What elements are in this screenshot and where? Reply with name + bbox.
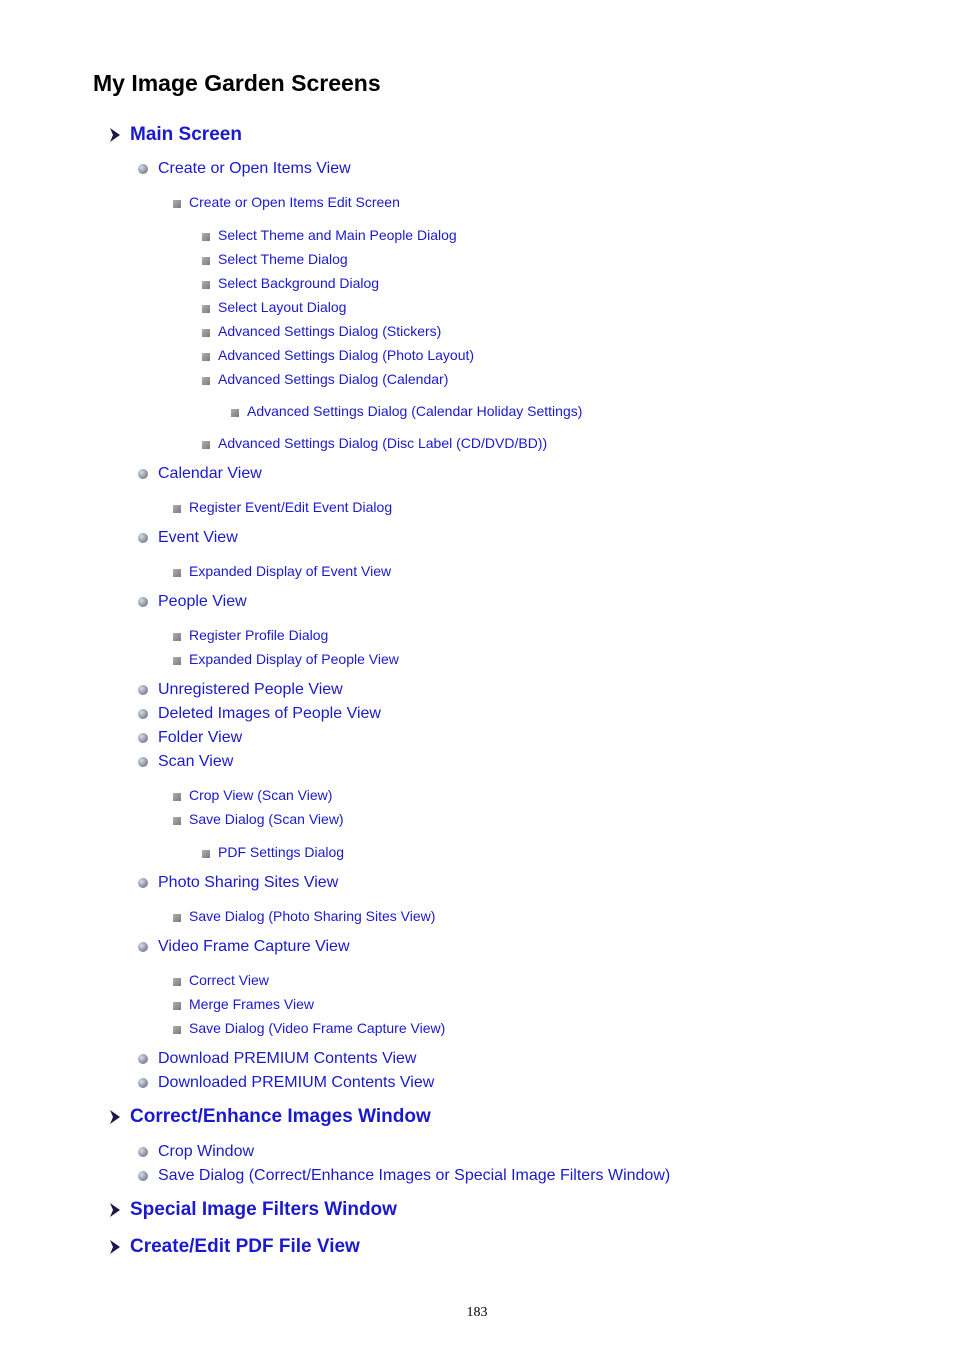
section-link-special-image-filters-window[interactable]: [108, 1199, 397, 1221]
toc-link-label: Photo Sharing Sites View: [158, 874, 339, 891]
toc-link-register-event-dialog[interactable]: [173, 499, 392, 515]
toc-link-label: Save Dialog (Correct/Enhance Images or Special Image Filters Window): [158, 1167, 671, 1184]
toc-link-unregistered-people-view[interactable]: [138, 681, 343, 699]
toc-link-label: Expanded Display of Event View: [189, 563, 392, 579]
toc-link-advanced-settings-disc-label[interactable]: [202, 435, 547, 451]
toc-link-label: Advanced Settings Dialog (Stickers): [218, 323, 442, 339]
toc-link-merge-frames-view[interactable]: [173, 996, 314, 1012]
square-bullet-icon: [202, 377, 210, 385]
toc-link-label: Select Layout Dialog: [218, 299, 347, 315]
square-bullet-icon: [173, 633, 181, 641]
square-bullet-icon: [173, 569, 181, 577]
toc-link-crop-window[interactable]: [138, 1143, 254, 1161]
square-bullet-icon: [202, 353, 210, 361]
toc-link-video-frame-capture-view[interactable]: [138, 938, 350, 956]
square-bullet-icon: [173, 1026, 181, 1034]
toc-link-advanced-settings-stickers[interactable]: [202, 323, 441, 339]
toc-link-label: Save Dialog (Photo Sharing Sites View): [189, 908, 436, 924]
toc-link-label: Select Theme Dialog: [218, 251, 348, 267]
toc-link-scan-view[interactable]: [138, 753, 233, 771]
toc-link-label: Video Frame Capture View: [158, 938, 350, 955]
toc-link-expanded-display-people-view[interactable]: [173, 651, 399, 667]
toc-link-save-dialog-photo-sharing[interactable]: [173, 908, 435, 924]
round-bullet-icon: [138, 709, 148, 719]
toc-link-downloaded-premium-contents[interactable]: [138, 1074, 434, 1092]
section-link-label: Correct/Enhance Images Window: [130, 1106, 431, 1127]
section-link-label: Main Screen: [130, 124, 242, 145]
square-bullet-icon: [202, 281, 210, 289]
toc-link-deleted-images-people-view[interactable]: [138, 705, 381, 723]
chevron-right-icon: [108, 127, 122, 143]
square-bullet-icon: [173, 914, 181, 922]
round-bullet-icon: [138, 1171, 148, 1181]
round-bullet-icon: [138, 533, 148, 543]
section-link-label: Create/Edit PDF File View: [130, 1236, 360, 1257]
section-link-label: Special Image Filters Window: [130, 1199, 397, 1220]
chevron-right-icon: [108, 1239, 122, 1255]
toc-link-register-profile-dialog[interactable]: [173, 627, 328, 643]
toc-link-label: Downloaded PREMIUM Contents View: [158, 1074, 435, 1091]
toc-link-event-view[interactable]: [138, 529, 238, 547]
round-bullet-icon: [138, 469, 148, 479]
toc-link-save-dialog-video-frame[interactable]: [173, 1020, 445, 1036]
toc-link-label: PDF Settings Dialog: [218, 844, 345, 860]
toc-link-create-or-open-items-edit-screen[interactable]: [173, 194, 400, 210]
toc-link-label: Save Dialog (Scan View): [189, 811, 344, 827]
square-bullet-icon: [202, 257, 210, 265]
toc-link-select-background-dialog[interactable]: [202, 275, 379, 291]
section-link-main-screen[interactable]: [108, 124, 242, 146]
toc-link-label: Deleted Images of People View: [158, 705, 381, 722]
toc-link-label: Register Profile Dialog: [189, 627, 329, 643]
round-bullet-icon: [138, 878, 148, 888]
toc-link-label: Advanced Settings Dialog (Photo Layout): [218, 347, 475, 363]
toc-link-create-or-open-items-view[interactable]: [138, 160, 351, 178]
toc-link-label: Select Background Dialog: [218, 275, 380, 291]
toc-link-folder-view[interactable]: [138, 729, 242, 747]
toc-link-select-theme-dialog[interactable]: [202, 251, 348, 267]
round-bullet-icon: [138, 1147, 148, 1157]
toc-link-label: Folder View: [158, 729, 243, 746]
toc-link-photo-sharing-sites-view[interactable]: [138, 874, 338, 892]
toc-link-label: Expanded Display of People View: [189, 651, 399, 667]
toc-link-label: Create or Open Items View: [158, 160, 351, 177]
square-bullet-icon: [202, 233, 210, 241]
square-bullet-icon: [231, 409, 239, 417]
toc-link-label: Select Theme and Main People Dialog: [218, 227, 457, 243]
square-bullet-icon: [202, 329, 210, 337]
toc-link-save-dialog-correct-enhance[interactable]: [138, 1167, 670, 1185]
round-bullet-icon: [138, 942, 148, 952]
section-link-correct-enhance-images-window[interactable]: [108, 1106, 431, 1128]
toc-link-calendar-view[interactable]: [138, 465, 262, 483]
square-bullet-icon: [202, 850, 210, 858]
square-bullet-icon: [173, 1002, 181, 1010]
toc-link-advanced-settings-calendar-holiday[interactable]: [231, 403, 582, 419]
section-link-create-edit-pdf-file-view[interactable]: [108, 1236, 360, 1258]
toc-link-people-view[interactable]: [138, 593, 247, 611]
square-bullet-icon: [173, 657, 181, 665]
toc-link-label: Crop View (Scan View): [189, 787, 333, 803]
square-bullet-icon: [202, 441, 210, 449]
square-bullet-icon: [173, 978, 181, 986]
toc-link-label: Correct View: [189, 972, 269, 988]
round-bullet-icon: [138, 685, 148, 695]
toc-link-label: Scan View: [158, 753, 234, 770]
round-bullet-icon: [138, 164, 148, 174]
toc-link-select-theme-and-main-people-dialog[interactable]: [202, 227, 457, 243]
toc-link-expanded-display-event-view[interactable]: [173, 563, 391, 579]
chevron-right-icon: [108, 1202, 122, 1218]
square-bullet-icon: [202, 305, 210, 313]
toc-link-label: Calendar View: [158, 465, 262, 482]
toc-link-label: Advanced Settings Dialog (Disc Label (CD/DVD/BD)): [218, 435, 548, 451]
square-bullet-icon: [173, 200, 181, 208]
toc-link-advanced-settings-calendar[interactable]: [202, 371, 448, 387]
toc-link-correct-view[interactable]: [173, 972, 269, 988]
round-bullet-icon: [138, 1054, 148, 1064]
page-title: My Image Garden Screens: [93, 70, 381, 96]
round-bullet-icon: [138, 757, 148, 767]
toc-link-download-premium-contents[interactable]: [138, 1050, 416, 1068]
toc-link-label: Download PREMIUM Contents View: [158, 1050, 417, 1067]
toc-link-label: Create or Open Items Edit Screen: [189, 194, 400, 210]
toc-link-label: Save Dialog (Video Frame Capture View): [189, 1020, 446, 1036]
toc-link-label: Register Event/Edit Event Dialog: [189, 499, 393, 515]
toc-link-select-layout-dialog[interactable]: [202, 299, 346, 315]
toc-link-label: Event View: [158, 529, 238, 546]
page-number: 183: [466, 1305, 488, 1320]
round-bullet-icon: [138, 733, 148, 743]
toc-link-label: Crop Window: [158, 1143, 255, 1160]
round-bullet-icon: [138, 1078, 148, 1088]
square-bullet-icon: [173, 505, 181, 513]
toc-link-label: Unregistered People View: [158, 681, 343, 698]
toc-link-label: Advanced Settings Dialog (Calendar Holiday Settings): [247, 403, 583, 419]
toc-link-label: Merge Frames View: [189, 996, 315, 1012]
chevron-right-icon: [108, 1109, 122, 1125]
square-bullet-icon: [173, 817, 181, 825]
toc-link-crop-view-scan[interactable]: [173, 787, 332, 803]
toc-link-save-dialog-scan[interactable]: [173, 811, 344, 827]
toc-link-pdf-settings-dialog[interactable]: [202, 844, 344, 860]
toc-link-label: Advanced Settings Dialog (Calendar): [218, 371, 449, 387]
round-bullet-icon: [138, 597, 148, 607]
toc-link-advanced-settings-photo-layout[interactable]: [202, 347, 474, 363]
toc-link-label: People View: [158, 593, 247, 610]
square-bullet-icon: [173, 793, 181, 801]
